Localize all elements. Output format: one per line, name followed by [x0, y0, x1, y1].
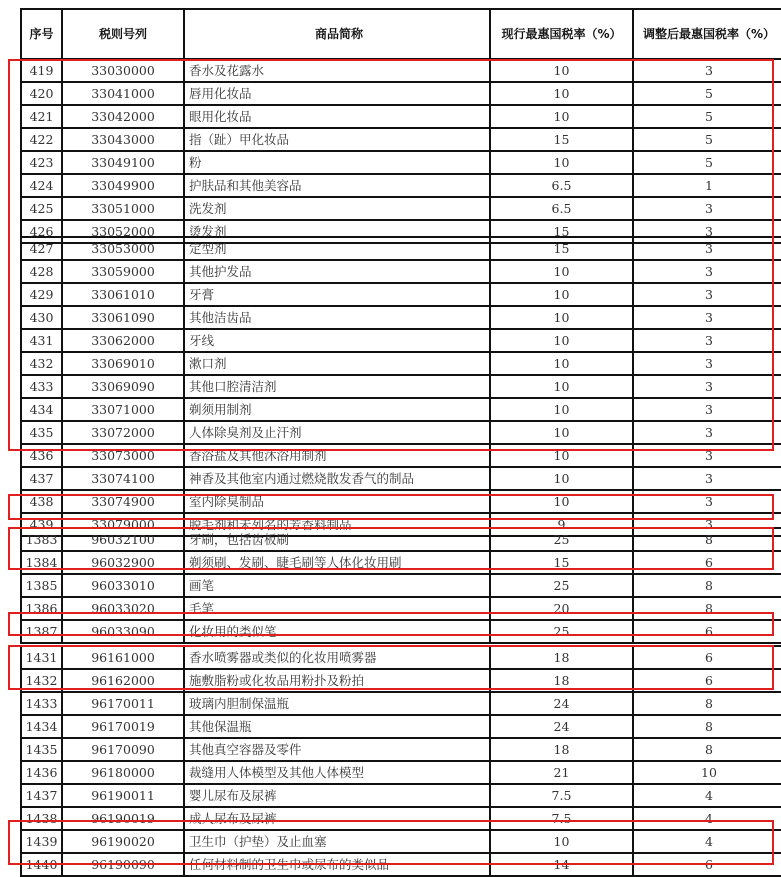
row-current-rate: 15 [490, 551, 633, 574]
row-index: 1440 [21, 853, 62, 876]
row-adjusted-rate: 6 [633, 669, 781, 692]
row-index: 1385 [21, 574, 62, 597]
row-current-rate: 6.5 [490, 174, 633, 197]
row-current-rate: 10 [490, 283, 633, 306]
row-tariff-code: 96162000 [62, 669, 184, 692]
table-row [21, 174, 781, 197]
row-product-name: 人体除臭剂及止汗剂 [184, 421, 490, 444]
row-index: 425 [21, 197, 62, 220]
row-current-rate: 10 [490, 151, 633, 174]
row-current-rate: 10 [490, 352, 633, 375]
row-tariff-code: 33043000 [62, 128, 184, 151]
row-tariff-code: 96033020 [62, 597, 184, 620]
row-product-name: 粉 [184, 151, 490, 174]
row-tariff-code: 33072000 [62, 421, 184, 444]
table-row [21, 830, 781, 853]
row-product-name: 牙膏 [184, 283, 490, 306]
row-adjusted-rate: 4 [633, 784, 781, 807]
row-index: 1387 [21, 620, 62, 643]
row-current-rate: 7.5 [490, 784, 633, 807]
row-current-rate: 10 [490, 421, 633, 444]
row-adjusted-rate: 3 [633, 283, 781, 306]
row-current-rate: 18 [490, 738, 633, 761]
row-current-rate: 10 [490, 82, 633, 105]
row-index: 434 [21, 398, 62, 421]
row-index: 1431 [21, 646, 62, 669]
row-product-name: 香水喷雾器或类似的化妆用喷雾器 [184, 646, 490, 669]
row-index: 1384 [21, 551, 62, 574]
row-index: 1434 [21, 715, 62, 738]
row-adjusted-rate: 3 [633, 352, 781, 375]
row-current-rate: 7.5 [490, 807, 633, 830]
table-row [21, 128, 781, 151]
row-tariff-code: 33042000 [62, 105, 184, 128]
row-product-name: 唇用化妆品 [184, 82, 490, 105]
row-adjusted-rate: 8 [633, 692, 781, 715]
row-adjusted-rate: 3 [633, 421, 781, 444]
row-current-rate: 6.5 [490, 197, 633, 220]
row-adjusted-rate: 3 [633, 260, 781, 283]
table-row [21, 620, 781, 643]
header-adjusted-rate: 调整后最惠国税率（%） [633, 9, 781, 59]
table-row [21, 669, 781, 692]
row-current-rate: 15 [490, 128, 633, 151]
row-current-rate: 10 [490, 398, 633, 421]
row-tariff-code: 33041000 [62, 82, 184, 105]
row-current-rate: 21 [490, 761, 633, 784]
row-adjusted-rate: 8 [633, 715, 781, 738]
row-current-rate: 18 [490, 669, 633, 692]
row-adjusted-rate: 1 [633, 174, 781, 197]
row-product-name: 漱口剂 [184, 352, 490, 375]
row-adjusted-rate: 6 [633, 646, 781, 669]
table-row [21, 151, 781, 174]
row-tariff-code: 33052000 [62, 220, 184, 243]
row-index: 422 [21, 128, 62, 151]
row-adjusted-rate: 6 [633, 853, 781, 876]
row-index: 435 [21, 421, 62, 444]
row-adjusted-rate: 8 [633, 597, 781, 620]
row-tariff-code: 33053000 [62, 237, 184, 260]
row-index: 1433 [21, 692, 62, 715]
row-product-name: 毛笔 [184, 597, 490, 620]
table-row [21, 283, 781, 306]
row-tariff-code: 96032900 [62, 551, 184, 574]
row-index: 1438 [21, 807, 62, 830]
row-adjusted-rate: 3 [633, 237, 781, 260]
row-adjusted-rate: 3 [633, 490, 781, 513]
row-tariff-code: 33030000 [62, 59, 184, 82]
row-adjusted-rate: 3 [633, 398, 781, 421]
row-adjusted-rate: 8 [633, 528, 781, 551]
row-adjusted-rate: 5 [633, 82, 781, 105]
row-tariff-code: 96033010 [62, 574, 184, 597]
row-product-name: 洗发剂 [184, 197, 490, 220]
row-product-name: 剃须刷、发刷、睫毛刷等人体化妆用刷 [184, 551, 490, 574]
table-row [21, 329, 781, 352]
row-current-rate: 25 [490, 574, 633, 597]
row-index: 423 [21, 151, 62, 174]
row-product-name: 其他洁齿品 [184, 306, 490, 329]
tariff-table-segment-3 [20, 527, 781, 644]
row-tariff-code: 33061090 [62, 306, 184, 329]
table-row [21, 82, 781, 105]
row-adjusted-rate: 3 [633, 513, 781, 536]
row-adjusted-rate: 6 [633, 551, 781, 574]
row-current-rate: 10 [490, 490, 633, 513]
table-row [21, 551, 781, 574]
row-adjusted-rate: 3 [633, 467, 781, 490]
row-adjusted-rate: 5 [633, 105, 781, 128]
table-row [21, 646, 781, 669]
row-current-rate: 9 [490, 513, 633, 536]
row-product-name: 画笔 [184, 574, 490, 597]
row-tariff-code: 33051000 [62, 197, 184, 220]
table-row [21, 306, 781, 329]
row-adjusted-rate: 8 [633, 738, 781, 761]
row-tariff-code: 96190011 [62, 784, 184, 807]
table-row [21, 352, 781, 375]
row-tariff-code: 33069090 [62, 375, 184, 398]
row-current-rate: 14 [490, 853, 633, 876]
header-current-rate: 现行最惠国税率（%） [490, 9, 633, 59]
row-current-rate: 10 [490, 105, 633, 128]
header-product-name: 商品简称 [184, 9, 490, 59]
row-current-rate: 18 [490, 646, 633, 669]
tariff-table-segment-4 [20, 645, 781, 877]
header-index: 序号 [21, 9, 62, 59]
row-tariff-code: 33062000 [62, 329, 184, 352]
row-tariff-code: 96170090 [62, 738, 184, 761]
table-row [21, 467, 781, 490]
row-product-name: 成人尿布及尿裤 [184, 807, 490, 830]
row-tariff-code: 33071000 [62, 398, 184, 421]
row-current-rate: 24 [490, 715, 633, 738]
row-tariff-code: 33049900 [62, 174, 184, 197]
row-index: 1439 [21, 830, 62, 853]
row-index: 1437 [21, 784, 62, 807]
table-row [21, 715, 781, 738]
row-current-rate: 10 [490, 59, 633, 82]
row-product-name: 化妆用的类似笔 [184, 620, 490, 643]
row-index: 420 [21, 82, 62, 105]
row-current-rate: 25 [490, 528, 633, 551]
row-index: 439 [21, 513, 62, 536]
row-adjusted-rate: 3 [633, 197, 781, 220]
row-tariff-code: 96033090 [62, 620, 184, 643]
row-adjusted-rate: 3 [633, 375, 781, 398]
row-adjusted-rate: 4 [633, 830, 781, 853]
row-tariff-code: 96170019 [62, 715, 184, 738]
row-adjusted-rate: 6 [633, 620, 781, 643]
row-current-rate: 15 [490, 237, 633, 260]
row-product-name: 剃须用制剂 [184, 398, 490, 421]
row-current-rate: 20 [490, 597, 633, 620]
row-adjusted-rate: 8 [633, 574, 781, 597]
row-current-rate: 24 [490, 692, 633, 715]
table-row [21, 528, 781, 551]
row-current-rate: 10 [490, 260, 633, 283]
row-index: 1383 [21, 528, 62, 551]
row-adjusted-rate: 3 [633, 59, 781, 82]
row-tariff-code: 33059000 [62, 260, 184, 283]
row-index: 1435 [21, 738, 62, 761]
row-index: 1386 [21, 597, 62, 620]
row-product-name: 其他真空容器及零件 [184, 738, 490, 761]
table-row [21, 421, 781, 444]
row-product-name: 指（趾）甲化妆品 [184, 128, 490, 151]
row-product-name: 眼用化妆品 [184, 105, 490, 128]
row-index: 431 [21, 329, 62, 352]
row-tariff-code: 96190090 [62, 853, 184, 876]
row-index: 436 [21, 444, 62, 467]
row-adjusted-rate: 3 [633, 329, 781, 352]
header-row [21, 9, 781, 59]
row-product-name: 香浴盐及其他沐浴用制剂 [184, 444, 490, 467]
row-current-rate: 15 [490, 220, 633, 243]
row-product-name: 卫生巾（护垫）及止血塞 [184, 830, 490, 853]
row-index: 437 [21, 467, 62, 490]
row-current-rate: 10 [490, 467, 633, 490]
row-tariff-code: 33074900 [62, 490, 184, 513]
table-row [21, 807, 781, 830]
table-row [21, 105, 781, 128]
row-product-name: 烫发剂 [184, 220, 490, 243]
row-tariff-code: 33074100 [62, 467, 184, 490]
row-product-name: 脱毛剂和未列名的芳香料制品 [184, 513, 490, 536]
table-row [21, 398, 781, 421]
row-product-name: 玻璃内胆制保温瓶 [184, 692, 490, 715]
row-adjusted-rate: 4 [633, 807, 781, 830]
table-row [21, 574, 781, 597]
row-index: 424 [21, 174, 62, 197]
row-product-name: 护肤品和其他美容品 [184, 174, 490, 197]
table-row [21, 59, 781, 82]
row-tariff-code: 33069010 [62, 352, 184, 375]
row-index: 427 [21, 237, 62, 260]
row-product-name: 室内除臭制品 [184, 490, 490, 513]
row-current-rate: 10 [490, 444, 633, 467]
row-adjusted-rate: 10 [633, 761, 781, 784]
row-adjusted-rate: 3 [633, 444, 781, 467]
row-tariff-code: 96161000 [62, 646, 184, 669]
row-index: 426 [21, 220, 62, 243]
row-index: 430 [21, 306, 62, 329]
row-index: 1436 [21, 761, 62, 784]
row-index: 1432 [21, 669, 62, 692]
row-product-name: 其他口腔清洁剂 [184, 375, 490, 398]
row-product-name: 婴儿尿布及尿裤 [184, 784, 490, 807]
row-index: 429 [21, 283, 62, 306]
row-tariff-code: 33061010 [62, 283, 184, 306]
row-product-name: 牙线 [184, 329, 490, 352]
row-product-name: 其他护发品 [184, 260, 490, 283]
table-row [21, 597, 781, 620]
table-row [21, 692, 781, 715]
row-index: 428 [21, 260, 62, 283]
table-row [21, 784, 781, 807]
row-tariff-code: 33049100 [62, 151, 184, 174]
row-index: 432 [21, 352, 62, 375]
row-current-rate: 25 [490, 620, 633, 643]
row-current-rate: 10 [490, 306, 633, 329]
row-current-rate: 10 [490, 329, 633, 352]
row-adjusted-rate: 5 [633, 128, 781, 151]
row-product-name: 牙刷，包括齿板刷 [184, 528, 490, 551]
row-product-name: 定型剂 [184, 237, 490, 260]
row-current-rate: 10 [490, 375, 633, 398]
row-product-name: 任何材料制的卫生巾或尿布的类似品 [184, 853, 490, 876]
row-index: 438 [21, 490, 62, 513]
row-product-name: 施敷脂粉或化妆品用粉扑及粉拍 [184, 669, 490, 692]
table-row [21, 197, 781, 220]
tariff-table-segment-2 [20, 236, 781, 537]
row-index: 421 [21, 105, 62, 128]
tariff-table-segment-1 [20, 8, 781, 244]
row-tariff-code: 33079000 [62, 513, 184, 536]
row-adjusted-rate: 5 [633, 151, 781, 174]
row-index: 419 [21, 59, 62, 82]
row-index: 433 [21, 375, 62, 398]
header-tariff-code: 税则号列 [62, 9, 184, 59]
row-adjusted-rate: 3 [633, 306, 781, 329]
row-tariff-code: 96170011 [62, 692, 184, 715]
row-tariff-code: 96190020 [62, 830, 184, 853]
row-tariff-code: 96032100 [62, 528, 184, 551]
row-current-rate: 10 [490, 830, 633, 853]
table-row [21, 237, 781, 260]
row-tariff-code: 33073000 [62, 444, 184, 467]
row-product-name: 神香及其他室内通过燃烧散发香气的制品 [184, 467, 490, 490]
row-adjusted-rate: 3 [633, 220, 781, 243]
row-product-name: 裁缝用人体模型及其他人体模型 [184, 761, 490, 784]
row-tariff-code: 96180000 [62, 761, 184, 784]
table-row [21, 375, 781, 398]
table-row [21, 490, 781, 513]
table-row [21, 761, 781, 784]
table-row [21, 738, 781, 761]
row-product-name: 香水及花露水 [184, 59, 490, 82]
table-row [21, 260, 781, 283]
row-tariff-code: 96190019 [62, 807, 184, 830]
table-row [21, 444, 781, 467]
row-product-name: 其他保温瓶 [184, 715, 490, 738]
